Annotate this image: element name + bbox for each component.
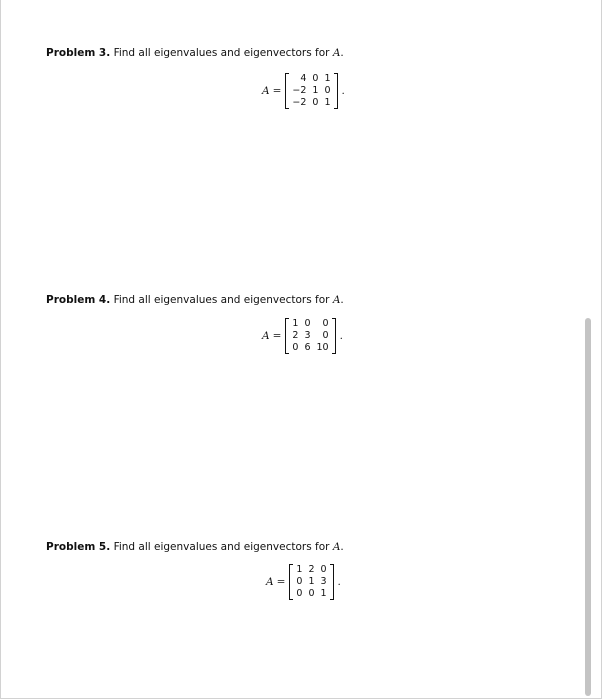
matrix-cell: −2 <box>292 85 307 96</box>
problem-3-equation <box>262 72 345 110</box>
heading-end: . <box>340 47 344 59</box>
matrix-cell: 1 <box>312 85 319 96</box>
problem-5-heading <box>46 540 546 554</box>
matrix-name: A <box>332 294 341 306</box>
matrix-cell: 1 <box>308 576 315 587</box>
matrix-cell: 1 <box>324 97 331 108</box>
problem-3-heading <box>46 46 546 60</box>
matrix-cell: 0 <box>292 342 299 353</box>
equation-lhs: A <box>262 85 270 97</box>
equation-period: . <box>337 576 341 588</box>
problem-5 <box>46 540 546 554</box>
problem-text: Find all eigenvalues and eigenvectors for <box>113 47 330 59</box>
matrix-cell: 1 <box>324 73 331 84</box>
matrix-row <box>289 330 331 342</box>
matrix-cell: 1 <box>292 318 299 329</box>
matrix <box>289 563 333 601</box>
matrix-cell: 0 <box>304 318 311 329</box>
equals-sign: = <box>272 85 282 97</box>
equation-lhs: A <box>266 576 274 588</box>
matrix <box>285 72 337 110</box>
matrix-cell: 3 <box>320 576 327 587</box>
matrix-cell: 2 <box>292 330 299 341</box>
problem-5-equation <box>266 563 341 601</box>
problem-text: Find all eigenvalues and eigenvectors for <box>113 294 330 306</box>
matrix-cell: 4 <box>300 73 307 84</box>
matrix-cell: 10 <box>316 342 329 353</box>
problem-label: Problem 3. <box>46 47 111 59</box>
matrix-row <box>289 73 333 85</box>
problem-4 <box>46 293 546 307</box>
matrix-cell: 0 <box>322 318 329 329</box>
matrix-cell: 0 <box>296 576 303 587</box>
matrix-cell: 0 <box>312 73 319 84</box>
right-bracket <box>334 73 338 109</box>
matrix-row <box>289 85 333 97</box>
matrix-cell: 1 <box>320 588 327 599</box>
equation-period: . <box>339 330 343 342</box>
matrix-cell: 0 <box>308 588 315 599</box>
matrix-cell: 1 <box>296 564 303 575</box>
matrix-cell: 0 <box>296 588 303 599</box>
problem-label: Problem 5. <box>46 541 111 553</box>
problem-text: Find all eigenvalues and eigenvectors for <box>113 541 330 553</box>
matrix-cell: 3 <box>304 330 311 341</box>
matrix-row <box>289 318 331 330</box>
vertical-scrollbar[interactable] <box>585 318 591 696</box>
equation-period: . <box>341 85 345 97</box>
matrix-row <box>289 97 333 109</box>
matrix-cell: 0 <box>324 85 331 96</box>
matrix-name: A <box>332 541 341 553</box>
matrix-row <box>289 342 331 354</box>
matrix-cell: 0 <box>322 330 329 341</box>
matrix-cell: 0 <box>320 564 327 575</box>
matrix <box>285 317 335 355</box>
matrix-name: A <box>332 47 341 59</box>
matrix-entries <box>289 318 331 354</box>
matrix-row <box>293 564 329 576</box>
equals-sign: = <box>276 576 286 588</box>
equation-lhs: A <box>262 330 270 342</box>
problem-4-heading <box>46 293 546 307</box>
heading-end: . <box>340 541 344 553</box>
problem-label: Problem 4. <box>46 294 111 306</box>
matrix-cell: 2 <box>308 564 315 575</box>
right-bracket <box>332 318 336 354</box>
problem-3 <box>46 46 546 60</box>
matrix-row <box>293 588 329 600</box>
matrix-entries <box>293 564 329 600</box>
matrix-cell: −2 <box>292 97 307 108</box>
matrix-row <box>293 576 329 588</box>
right-bracket <box>330 564 334 600</box>
matrix-cell: 6 <box>304 342 311 353</box>
equals-sign: = <box>272 330 282 342</box>
problem-4-equation <box>262 317 343 355</box>
heading-end: . <box>340 294 344 306</box>
matrix-cell: 0 <box>312 97 319 108</box>
matrix-entries <box>289 73 333 109</box>
